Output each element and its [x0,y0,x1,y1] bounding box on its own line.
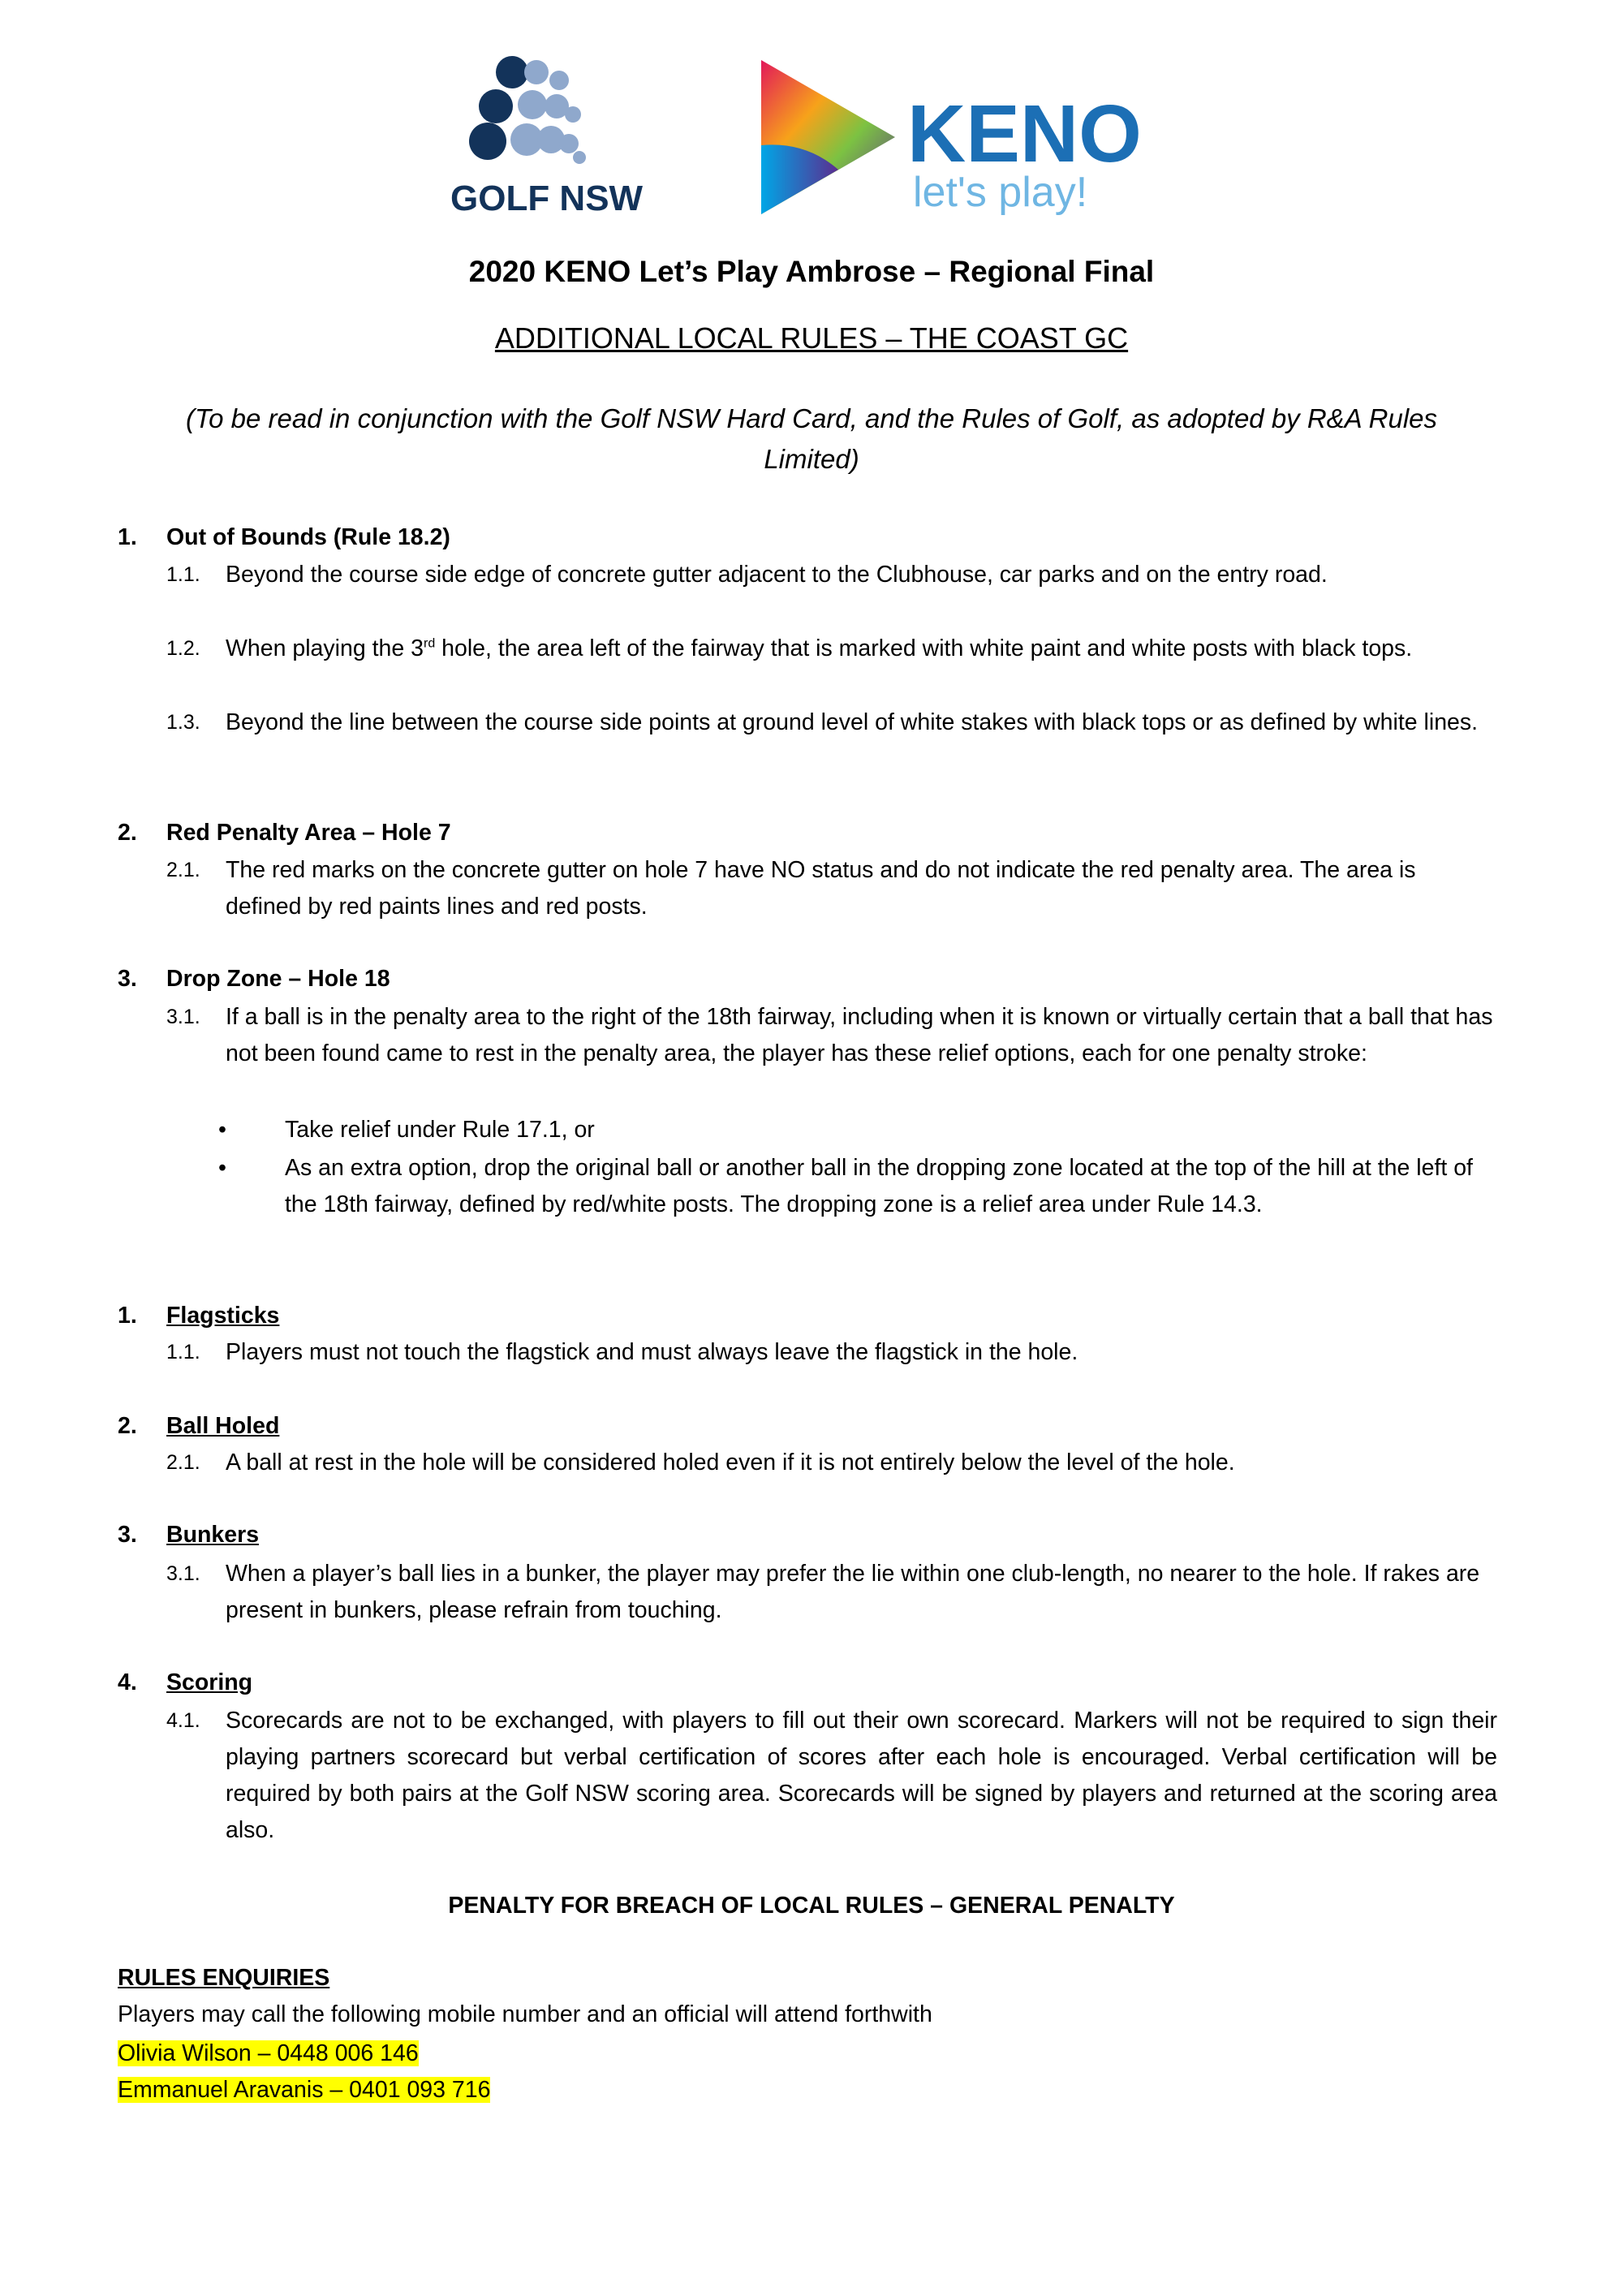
contact-emmanuel-aravanis: Emmanuel Aravanis – 0401 093 716 [118,2077,491,2103]
svg-text:GOLF NSW: GOLF NSW [450,179,644,218]
bullet-item: • Take relief under Rule 17.1, or [218,1117,595,1143]
rule-item: 1.1. Players must not touch the flagstick and must always leave the flagstick in the hole. [166,1339,1078,1365]
rule-item: 1.2. When playing the 3rd hole, the area left of the fairway that is marked with white paint and white posts with black tops. [166,635,1413,661]
section-heading: 2. Red Penalty Area – Hole 7 [118,820,451,846]
golf-nsw-logo [447,56,716,218]
rule-item: 2.1. A ball at rest in the hole will be considered holed even if it is not entirely below the level of the hole. [166,1450,1235,1475]
page-title: 2020 KENO Let’s Play Ambrose – Regional Final [468,255,1155,288]
enquiries-text: Players may call the following mobile number and an official will attend forthwith [118,2001,932,2027]
rule-item: 2.1. The red marks on the concrete gutter on hole 7 have NO status and do not indicate the red penalty area. The area is defined by red paints lines and red posts. [166,857,1416,920]
rule-item: 3.1. If a ball is in the penalty area to the right of the 18th fairway, including when it is known or virtually certain that a ball that has not been found came to rest in the penalty area, the player has these relief options, each for one penalty stroke: [166,1004,1493,1066]
rule-item: 1.3. Beyond the line between the course side points at ground level of white stakes with black tops or as defined by white lines. [166,709,1479,735]
page-subtitle: ADDITIONAL LOCAL RULES – THE COAST GC [494,321,1129,355]
section-heading: 4. Scoring [118,1669,253,1695]
section-heading: 3. Drop Zone – Hole 18 [118,966,390,992]
section-heading: 1. Out of Bounds (Rule 18.2) [118,524,450,550]
keno-logo [757,56,1165,218]
section-heading: 3. Bunkers [118,1522,260,1548]
penalty-notice: PENALTY FOR BREACH OF LOCAL RULES – GENERAL PENALTY [448,1893,1175,1919]
keno-tagline: let's play! [913,169,1088,216]
rule-item: 1.1. Beyond the course side edge of concrete gutter adjacent to the Clubhouse, car parks and on the entry road. [166,562,1328,588]
rule-item: 4.1. Scorecards are not to be exchanged, with players to fill out their own scorecard. Markers will not be required to sign their playing partners scorecard but verbal certification of scores after each hole is encouraged. Verbal certification will be required by both pairs at the Golf NSW scoring area. Scorecards will be signed by players and returned at the scoring area also. [166,1708,1497,1843]
keno-wordmark: KENO [907,88,1142,179]
bullet-item: • As an extra option, drop the original ball or another ball in the dropping zone located at the top of the hill at the left of the 18th fairway, defined by red/white posts. The dropping zone is a relief area under Rule 14.3. [218,1155,1473,1217]
contact-olivia-wilson: Olivia Wilson – 0448 006 146 [118,2040,419,2066]
enquiries-heading: RULES ENQUIRIES [118,1965,330,1991]
rule-item: 3.1. When a player’s ball lies in a bunker, the player may prefer the lie within one club-length, no nearer to the hole. If rakes are present in bunkers, please refrain from touching. [166,1561,1480,1623]
intro-note: (To be read in conjunction with the Golf NSW Hard Card, and the Rules of Golf, as adopted by R&A Rules Limited) [185,403,1438,474]
section-heading: 2. Ball Holed [118,1413,280,1439]
section-heading: 1. Flagsticks [118,1303,280,1329]
